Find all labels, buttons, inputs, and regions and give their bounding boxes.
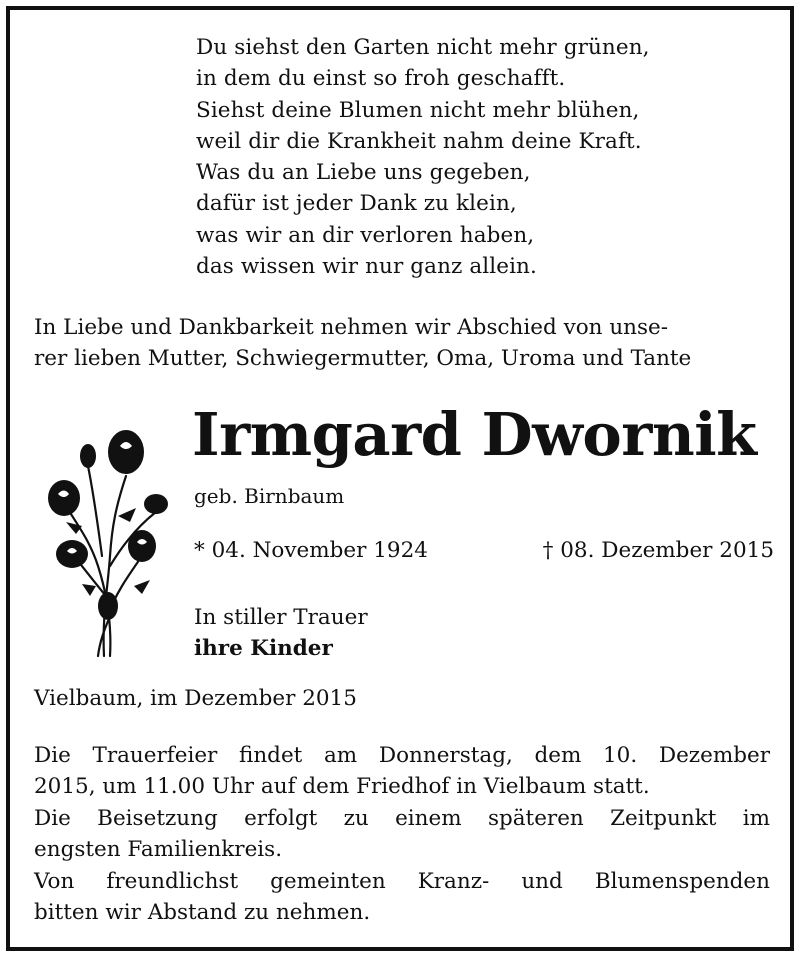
rose-bouquet-icon bbox=[38, 416, 178, 662]
ceremony-details bbox=[34, 740, 770, 928]
poem-line: in dem du einst so froh geschafft. bbox=[196, 66, 566, 92]
poem-line: Was du an Liebe uns gegeben, bbox=[196, 160, 531, 186]
ceremony-line: Die Beisetzung erfolgt zu einem späteren Zeitpunkt im bbox=[34, 805, 770, 831]
ceremony-line: bitten wir Abstand zu nehmen. bbox=[34, 900, 371, 926]
poem-line: das wissen wir nur ganz allein. bbox=[196, 254, 537, 280]
obituary-notice bbox=[6, 6, 794, 951]
farewell-intro bbox=[34, 312, 770, 374]
poem-line: Du siehst den Garten nicht mehr grünen, bbox=[196, 35, 650, 60]
birth-name: geb. Birnbaum bbox=[194, 484, 345, 508]
ceremony-line: Die Trauerfeier findet am Donnerstag, dem 10. Dezember bbox=[34, 743, 770, 768]
poem-line: Siehst deine Blumen nicht mehr blühen, bbox=[196, 97, 640, 123]
place-and-date: Vielbaum, im Dezember 2015 bbox=[34, 686, 357, 711]
ceremony-line: 2015, um 11.00 Uhr auf dem Friedhof in Vielbaum statt. bbox=[34, 774, 650, 800]
mourning-phrase: In stiller Trauer bbox=[194, 605, 368, 630]
death-date: † 08. Dezember 2015 bbox=[542, 538, 774, 563]
ceremony-line: Von freundlichst gemeinten Kranz- und Blumenspenden bbox=[34, 868, 770, 894]
memorial-poem bbox=[196, 32, 650, 282]
deceased-name: Irmgard Dwornik bbox=[192, 400, 757, 469]
birth-date: * 04. November 1924 bbox=[194, 538, 428, 563]
poem-line: was wir an dir verloren haben, bbox=[196, 222, 535, 248]
intro-line: In Liebe und Dankbarkeit nehmen wir Abschied von unse- bbox=[34, 315, 669, 340]
mourning-block bbox=[194, 602, 368, 664]
ceremony-line: engsten Familienkreis. bbox=[34, 837, 283, 863]
poem-line: weil dir die Krankheit nahm deine Kraft. bbox=[196, 128, 642, 154]
intro-line: rer lieben Mutter, Schwiegermutter, Oma, Uroma und Tante bbox=[34, 346, 692, 371]
poem-line: dafür ist jeder Dank zu klein, bbox=[196, 191, 517, 217]
signers: ihre Kinder bbox=[194, 636, 333, 661]
